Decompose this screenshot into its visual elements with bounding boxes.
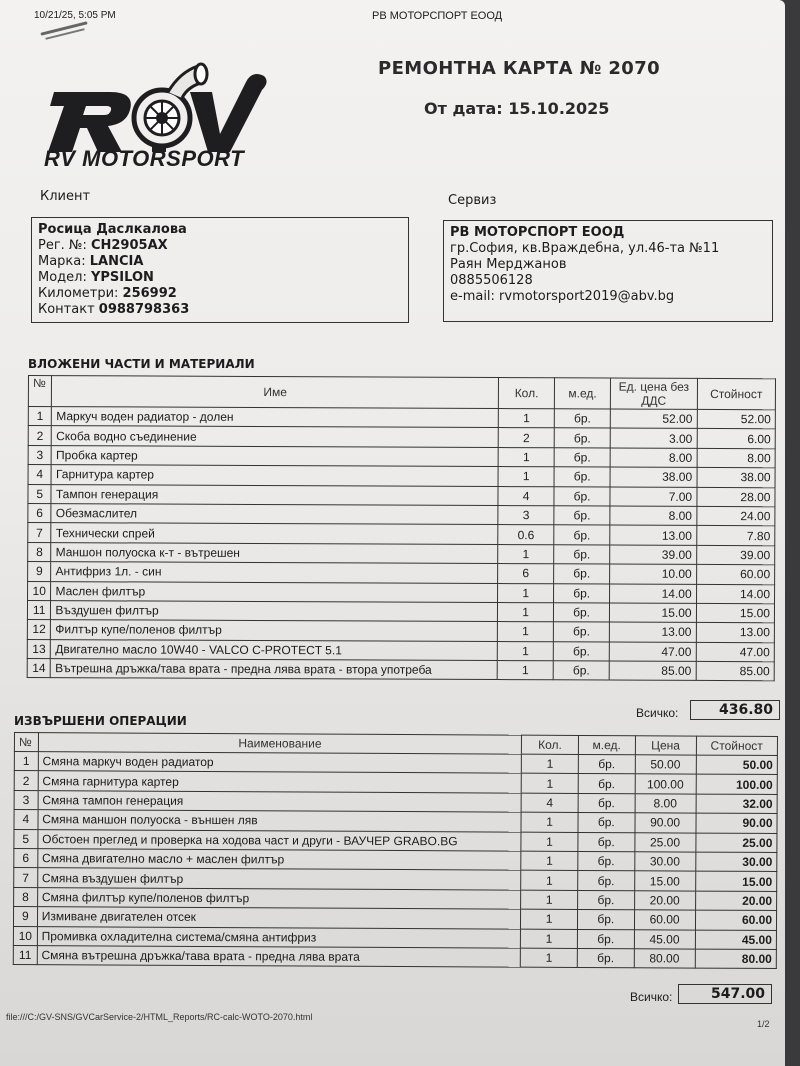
operations-section-title: ИЗВЪРШЕНИ ОПЕРАЦИИ [14, 714, 187, 728]
row-unit: бр. [554, 448, 610, 468]
row-price: 50.00 [635, 755, 696, 775]
row-name: Скоба водно съединение [52, 426, 499, 447]
row-name: Маркуч воден радиатор - долен [52, 407, 499, 428]
row-price: 15.00 [610, 603, 697, 623]
row-number: 13 [27, 639, 50, 658]
row-name: Маслен филтър [51, 581, 498, 602]
reg-label: Рег. №: [38, 238, 91, 253]
row-name: Смяна вътрешна дръжка/тава врата - предна лява врата [37, 946, 521, 968]
print-header-company: РВ МОТОРСПОРТ ЕООД [372, 10, 503, 22]
row-unit: бр. [554, 467, 610, 487]
row-number: 5 [28, 484, 51, 503]
row-price: 8.00 [610, 448, 697, 468]
row-number: 14 [27, 659, 50, 678]
row-unit: бр. [577, 948, 634, 968]
row-unit: бр. [554, 486, 610, 506]
reg-value: CH2905AX [90, 238, 168, 253]
page-number: 1/2 [757, 1019, 770, 1029]
service-company: РВ МОТОРСПОРТ ЕООД [450, 225, 625, 240]
service-label: Сервиз [448, 193, 497, 208]
row-unit: бр. [578, 851, 635, 871]
row-price: 45.00 [634, 929, 695, 949]
row-total: 60.00 [696, 565, 774, 585]
make-value: LANCIA [89, 254, 144, 269]
operations-total-label: Всичко: [630, 990, 673, 1004]
row-number: 4 [28, 465, 51, 484]
row-name: Обезмаслител [51, 504, 498, 525]
row-price: 30.00 [634, 852, 695, 872]
row-total: 6.00 [697, 429, 775, 449]
table-row [27, 659, 774, 682]
row-total: 80.00 [695, 949, 777, 969]
row-name: Промивка охладителна система/смяна антифриз [37, 926, 521, 948]
row-price: 7.00 [610, 487, 697, 507]
row-qty: 1 [497, 661, 553, 681]
row-price: 25.00 [635, 832, 696, 852]
parts-section-title: ВЛОЖЕНИ ЧАСТИ И МАТЕРИАЛИ [28, 357, 255, 371]
row-price: 14.00 [610, 584, 697, 604]
row-number: 11 [27, 600, 50, 619]
row-total: 85.00 [696, 661, 774, 681]
row-number: 9 [28, 562, 51, 581]
row-price: 10.00 [610, 564, 697, 584]
row-number: 1 [14, 752, 38, 772]
row-qty: 1 [498, 467, 554, 487]
row-unit: бр. [578, 793, 635, 813]
col-total: Стойност [696, 736, 778, 755]
contact-value: 0988798363 [98, 302, 190, 317]
row-unit: бр. [554, 409, 610, 429]
row-name: Гарнитура картер [51, 465, 498, 486]
parts-header-row [28, 376, 775, 410]
row-unit: бр. [554, 525, 610, 545]
row-qty: 1 [498, 583, 554, 603]
row-unit: бр. [578, 813, 635, 833]
km-value: 256992 [122, 286, 177, 301]
row-number: 6 [14, 848, 38, 868]
row-qty: 1 [498, 602, 554, 622]
row-unit: бр. [578, 754, 635, 774]
row-total: 24.00 [696, 506, 774, 526]
row-unit: бр. [554, 428, 610, 448]
row-total: 14.00 [696, 584, 774, 604]
row-name: Двигателно масло 10W40 - VALCO C-PROTECT 5.1 [51, 639, 498, 660]
row-name: Смяна маркуч воден радиатор [38, 752, 522, 774]
row-number: 2 [14, 771, 38, 791]
row-price: 90.00 [635, 813, 696, 833]
row-total: 25.00 [695, 833, 777, 853]
operations-table [13, 732, 778, 969]
row-number: 4 [14, 810, 38, 830]
row-unit: бр. [578, 832, 635, 852]
contact-label: Контакт [38, 302, 99, 317]
col-name: Наименование [38, 733, 522, 755]
row-unit: бр. [554, 564, 610, 584]
row-name: Смяна въздушен филтър [37, 868, 521, 890]
row-qty: 1 [521, 851, 578, 871]
row-qty: 4 [498, 486, 554, 506]
model-value: YPSILON [90, 270, 154, 285]
row-name: Вътрешна дръжка/тава врата - предна лява врата - втора употреба [51, 659, 498, 680]
client-name: Росица Даслкалова [38, 222, 187, 237]
service-phone: 0885506128 [450, 273, 533, 288]
col-unit-price: Ед. цена без ДДС [610, 378, 697, 409]
service-email: e-mail: rvmotorsport2019@abv.bg [450, 289, 675, 304]
row-price: 38.00 [610, 467, 697, 487]
logo-text: RV MOTORSPORT [44, 146, 245, 171]
row-qty: 1 [521, 774, 578, 794]
row-name: Смяна гарнитура картер [38, 771, 522, 793]
row-unit: бр. [554, 583, 610, 603]
row-qty: 4 [521, 793, 578, 813]
row-number: 12 [27, 620, 50, 639]
row-qty: 1 [521, 948, 578, 968]
row-price: 13.00 [609, 622, 696, 642]
row-number: 3 [28, 445, 51, 464]
col-number: № [14, 733, 38, 752]
row-name: Смяна тампон генерация [38, 790, 522, 812]
row-name: Пробка картер [52, 445, 499, 466]
row-qty: 1 [521, 890, 578, 910]
row-number: 10 [28, 581, 51, 600]
row-number: 10 [13, 926, 37, 946]
row-total: 100.00 [696, 774, 778, 794]
service-person: Раян Мерджанов [450, 257, 567, 272]
row-unit: бр. [554, 545, 610, 565]
row-number: 1 [28, 407, 51, 426]
service-box [443, 220, 773, 322]
row-price: 85.00 [609, 661, 696, 681]
print-datetime: 10/21/25, 5:05 PM [34, 10, 116, 21]
row-name: Измиване двигателен отсек [37, 907, 521, 929]
row-unit: бр. [577, 910, 634, 930]
row-unit: бр. [577, 929, 634, 949]
row-number: 8 [14, 887, 38, 907]
row-total: 32.00 [696, 794, 778, 814]
col-price: Цена [635, 736, 696, 755]
row-total: 15.00 [696, 603, 774, 623]
turbocharger-icon [40, 52, 270, 152]
row-price: 47.00 [609, 642, 696, 662]
row-qty: 1 [521, 832, 578, 852]
row-total: 45.00 [695, 930, 777, 950]
model-label: Модел: [38, 270, 91, 285]
row-qty: 1 [521, 929, 578, 949]
row-unit: бр. [553, 661, 609, 681]
row-qty: 1 [521, 812, 578, 832]
row-name: Технически спрей [51, 523, 498, 544]
row-number: 3 [14, 790, 38, 810]
make-label: Марка: [38, 254, 90, 269]
row-price: 8.00 [610, 506, 697, 526]
parts-total-value: 436.80 [690, 700, 780, 720]
row-qty: 1 [521, 909, 578, 929]
parts-table [27, 375, 776, 682]
col-qty: Кол. [522, 735, 579, 754]
row-number: 7 [28, 523, 51, 542]
row-price: 3.00 [610, 428, 697, 448]
row-qty: 6 [498, 564, 554, 584]
row-total: 7.80 [696, 526, 774, 546]
row-qty: 0.6 [498, 525, 554, 545]
row-unit: бр. [578, 774, 635, 794]
row-total: 13.00 [696, 623, 774, 643]
service-address: гр.София, кв.Враждебна, ул.46-та №11 [450, 241, 720, 256]
col-total: Стойност [697, 378, 776, 409]
row-number: 2 [28, 426, 51, 445]
row-total: 47.00 [696, 642, 774, 662]
row-name: Смяна маншон полуоска - външен ляв [38, 810, 522, 832]
operations-total-value: 547.00 [678, 984, 772, 1004]
row-number: 6 [28, 503, 51, 522]
row-price: 52.00 [610, 409, 697, 429]
col-name: Име [52, 376, 499, 409]
row-price: 13.00 [610, 525, 697, 545]
row-qty: 1 [498, 544, 554, 564]
row-total: 52.00 [697, 409, 775, 429]
row-total: 8.00 [697, 448, 775, 468]
row-qty: 1 [497, 641, 553, 661]
row-qty: 1 [521, 871, 578, 891]
row-name: Тампон генерация [51, 484, 498, 505]
parts-total-label: Всичко: [636, 706, 679, 720]
table-row [13, 945, 776, 968]
row-name: Филтър купе/поленов филтър [51, 620, 498, 641]
col-qty: Кол. [499, 378, 555, 409]
row-name: Смяна двигателно масло + маслен филтър [37, 849, 521, 871]
row-unit: бр. [553, 622, 609, 642]
document-date: От дата: 15.10.2025 [424, 99, 610, 118]
col-unit: м.ед. [554, 378, 610, 409]
col-unit: м.ед. [578, 735, 635, 754]
row-price: 39.00 [610, 545, 697, 565]
row-unit: бр. [578, 871, 635, 891]
row-number: 9 [13, 907, 37, 927]
footer-file-path: file:///C:/GV-SNS/GVCarService-2/HTML_Reports/RC-calc-WOTO-2070.html [6, 1012, 313, 1022]
row-price: 8.00 [635, 794, 696, 814]
row-total: 39.00 [696, 545, 774, 565]
row-total: 50.00 [696, 755, 778, 775]
row-price: 80.00 [634, 949, 695, 969]
row-qty: 1 [498, 622, 554, 642]
row-total: 20.00 [695, 891, 777, 911]
row-name: Маншон полуоска к-т - вътрешен [51, 542, 498, 563]
row-total: 30.00 [695, 852, 777, 872]
row-number: 7 [14, 868, 38, 888]
row-total: 28.00 [697, 487, 775, 507]
row-total: 60.00 [695, 910, 777, 930]
col-number: № [28, 376, 52, 407]
client-box [31, 217, 409, 323]
row-number: 5 [14, 829, 38, 849]
row-unit: бр. [554, 603, 610, 623]
row-unit: бр. [578, 890, 635, 910]
row-name: Въздушен филтър [51, 601, 498, 622]
row-qty: 2 [498, 428, 554, 448]
row-unit: бр. [553, 641, 609, 661]
row-total: 15.00 [695, 871, 777, 891]
row-price: 20.00 [634, 890, 695, 910]
row-name: Антифриз 1л. - син [51, 562, 498, 583]
row-qty: 1 [498, 447, 554, 467]
row-qty: 1 [498, 409, 554, 429]
row-qty: 3 [498, 506, 554, 526]
client-label: Клиент [40, 189, 91, 204]
row-price: 15.00 [634, 871, 695, 891]
document-title: РЕМОНТНА КАРТА № 2070 [378, 58, 661, 79]
row-unit: бр. [554, 506, 610, 526]
km-label: Километри: [38, 286, 123, 301]
row-number: 8 [28, 542, 51, 561]
row-qty: 1 [522, 754, 579, 774]
row-number: 11 [13, 945, 37, 965]
row-price: 100.00 [635, 774, 696, 794]
row-name: Смяна филтър купе/поленов филтър [37, 887, 521, 909]
row-total: 90.00 [695, 813, 777, 833]
row-name: Обстоен преглед и проверка на ходова част и други - ВАУЧЕР GRABO.BG [38, 829, 522, 851]
row-price: 60.00 [634, 910, 695, 930]
row-total: 38.00 [697, 468, 775, 488]
